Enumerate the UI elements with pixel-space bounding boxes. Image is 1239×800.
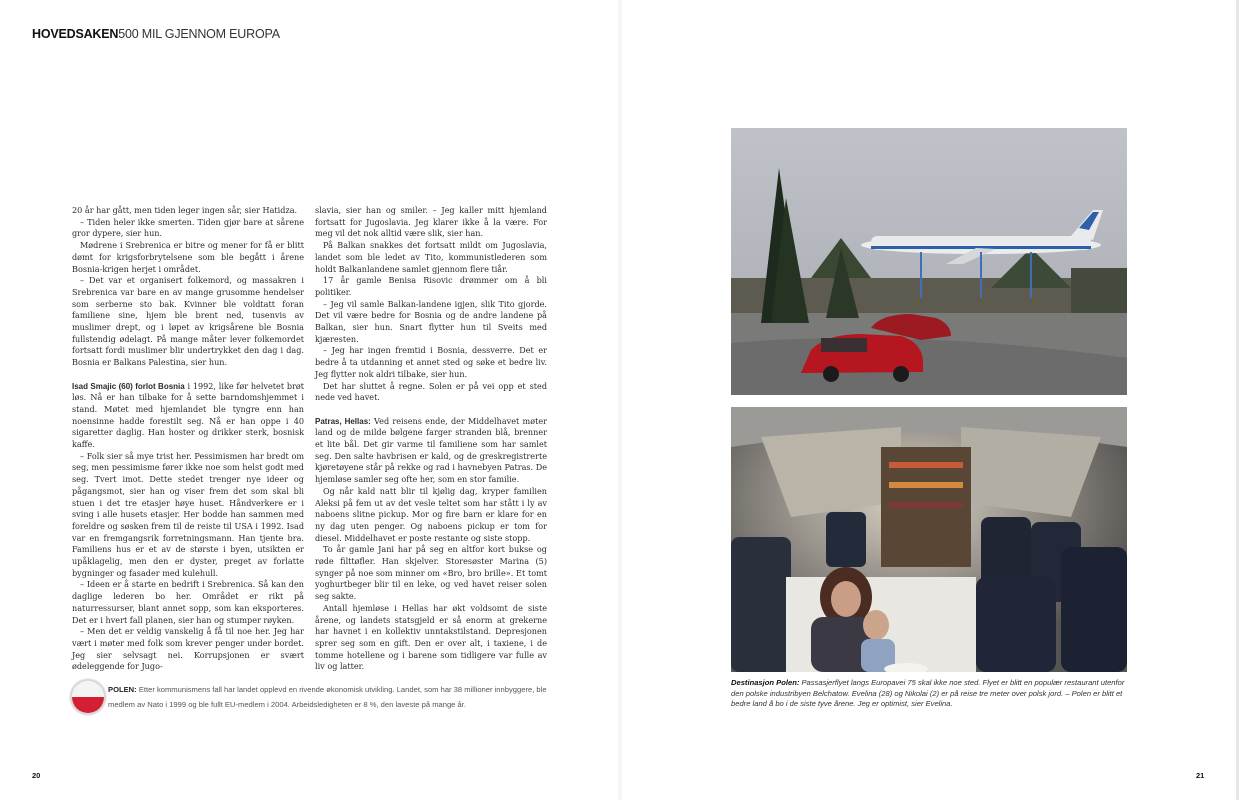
section-title: 500 MIL GJENNOM EUROPA: [118, 27, 280, 41]
cabin-photo-illustration: [731, 407, 1127, 672]
paragraph: slavia, sier han og smiler. – Jeg kaller mitt hjemland fortsatt for Jugoslavia. Jeg klarer ikke å la være. For meg vil det nok alltid være slik, sier han.: [315, 205, 547, 239]
paragraph: – Det var et organisert folkemord, og massakren i Srebrenica var bare en av mange grusomme hendelser som serberne sto bak. Kvinner ble voldtatt foran familiene sine, hjem ble brent ned, tusenvis av muslimer drept, og i løpet av krigsårene ble Bosnia fullstendig ødelagt. På mange måter lever folkemordet fortsatt fordi muslimer blir undertrykket den dag i dag. Bosnia er Balkans Palestina, sier hun.: [72, 275, 304, 368]
caption-label: Destinasjon Polen:: [731, 678, 800, 687]
lead-paragraph: [315, 416, 547, 486]
flag-white-stripe: [72, 681, 104, 697]
fact-box-label: POLEN:: [108, 685, 137, 694]
section-name: HOVEDSAKEN: [32, 27, 119, 41]
paragraph: På Balkan snakkes det fortsatt mildt om Jugoslavia, landet som ble ledet av Tito, kommunistlederen som holdt Balkanlandene samlet gjennom flere tiår.: [315, 240, 547, 274]
paragraph: Antall hjemløse i Hellas har økt voldsomt de siste årene, og landets statsgjeld er så enorm at grekerne har havnet i en kollektiv unntakstilstand. Depresjonen sprer seg som en gift. Den er over alt, i taxiene, i de tomme hotellene og i barene som tidligere var fulle av liv og latter.: [315, 602, 547, 672]
lead-paragraph: [72, 381, 304, 451]
paragraph: Mødrene i Srebrenica er bitre og mener for få er blitt dømt for krigsforbrytelsene som ble begått i årene Bosnia-krigen herjet i området.: [72, 240, 304, 274]
paragraph: – Jeg vil samle Balkan-landene igjen, slik Tito gjorde. Det vil være bedre for Bosnia og de andre landene på Balkan, sier hun. Snart flytter hun til Sveits med kjæresten.: [315, 298, 547, 344]
paragraph: – Jeg har ingen fremtid i Bosnia, dessverre. Det er bedre å ta utdanning et annet sted og søke et bedre liv. Jeg flytter nok aldri tilbake, sier hun.: [315, 345, 547, 379]
paragraph: – Folk sier så mye trist her. Pessimismen har bredt om seg, men pessimisme fører ikke noe som helst godt med seg. Tvert imot. Dette stedet trenger nye ideer og pågangsmot, sier han og viser frem det som skal bli stuen i det tre etasjer høye huset. Håndverkere er i sving i alle husets etasjer. Her bodde han sammen med foreldre og søsken frem til de reiste til USA i 1992. Isad var en fremgangsrik forretningsmann. Han tjente bra. Familiens hus er et av de største i byen, utsikten er upåklagelig, men den er dyster, preget av forlatte bygninger og fasader med kulehull.: [72, 450, 304, 578]
lead-in: Patras, Hellas:: [315, 416, 371, 426]
paragraph: To år gamle Jani har på seg en altfor kort bukse og røde filttøfler. Han skjelver. Storesøster Marina (5) synger på noe som minner om «Bro, bro brille». Et tomt yoghurtbeger blir til en leke, og ved havet reiser solen seg sakte.: [315, 544, 547, 602]
paragraph: – Men det er veldig vanskelig å få til noe her. Jeg har vært i møter med folk som krever penger under bordet. Jeg sier selvsagt nei. Korrupsjonen er svært ødeleggende for Jugo-: [72, 626, 304, 672]
photo-caption: [731, 678, 1127, 710]
airplane-photo-illustration: [731, 128, 1127, 395]
page-number-left: 20: [32, 771, 41, 780]
poland-flag-icon: [70, 679, 106, 715]
paragraph: – Ideen er å starte en bedrift i Srebrenica. Så kan den daglige lederen bo her. Området er rikt på naturressurser, blant annet sopp, som kan eksporteres. Det er i hvert fall planen, sier han og stumper røyken.: [72, 579, 304, 625]
page-gutter: [617, 0, 623, 800]
lead-text: Ved reisens ende, der Middelhavet møter land og de milde bølgene farger stranden blå, brenner et lite bål. Det gir varme til familiene som har samlet seg. Den salte havbrisen er kald, og de greskregistrerte kjøretøyene står på rekke og rad i havnebyen Patras. De hjemløse samler seg ofte her, som en stor familie.: [315, 415, 547, 485]
cabin-interior-photo: [731, 407, 1127, 672]
paragraph: Det har sluttet å regne. Solen er på vei opp et sted nede ved havet.: [315, 380, 547, 403]
article-column-2: [315, 205, 547, 673]
paragraph: – Tiden heler ikke smerten. Tiden gjør bare at sårene gror dypere, sier hun.: [72, 216, 304, 239]
fact-box: [108, 683, 548, 712]
lead-text: i 1992, like før helvetet brøt løs. Nå er han tilbake for å sette barndomshjemmet i stand. Møtet med hjemlandet ble tyngre enn han noensinne hadde forestilt seg. Nå er han oppe i 40 sigaretter daglig. Han hoster og drikker sterk, bosnisk kaffe.: [72, 380, 305, 450]
section-header: [32, 27, 280, 41]
paragraph: 17 år gamle Benisa Risovic drømmer om å bli politiker.: [315, 275, 547, 297]
airplane-restaurant-photo: [731, 128, 1127, 395]
page-number-right: 21: [1196, 771, 1205, 780]
paragraph: 20 år har gått, men tiden leger ingen sår, sier Hatidza.: [72, 205, 298, 215]
paragraph: Og når kald natt blir til kjølig dag, kryper familien Aleksi på fem ut av det vesle teltet som har stått i ly av naboens slitne pickup. Mor og fire barn er klare for en ny dag uten penger. Og naboens pickup er tom for diesel. Middelhavet er poste restante og siste stopp.: [315, 485, 547, 543]
flag-red-stripe: [72, 697, 104, 713]
caption-text: Passasjerflyet langs Europavei 75 skal ikke noe sted. Flyet er blitt en populær restaurant utenfor den polske industribyen Belchatow. Evelina (28) og Nikolai (2) er på reise tre meter over polsk jord. – Polen er blitt et bedre land å bo i de siste tyve årene. Jeg er optimist, sier Evelina.: [731, 678, 1125, 708]
fact-box-text: Etter kommunismens fall har landet opplevd en rivende økonomisk utvikling. Landet, som har 38 millioner innbyggere, ble medlem av Nato i 1999 og ble fullt EU-medlem i 2004. Arbeidsledigheten er 8 %, den laveste på mange år.: [108, 685, 547, 709]
article-column-1: [72, 205, 304, 673]
lead-in: Isad Smajic (60) forlot Bosnia: [72, 381, 185, 391]
